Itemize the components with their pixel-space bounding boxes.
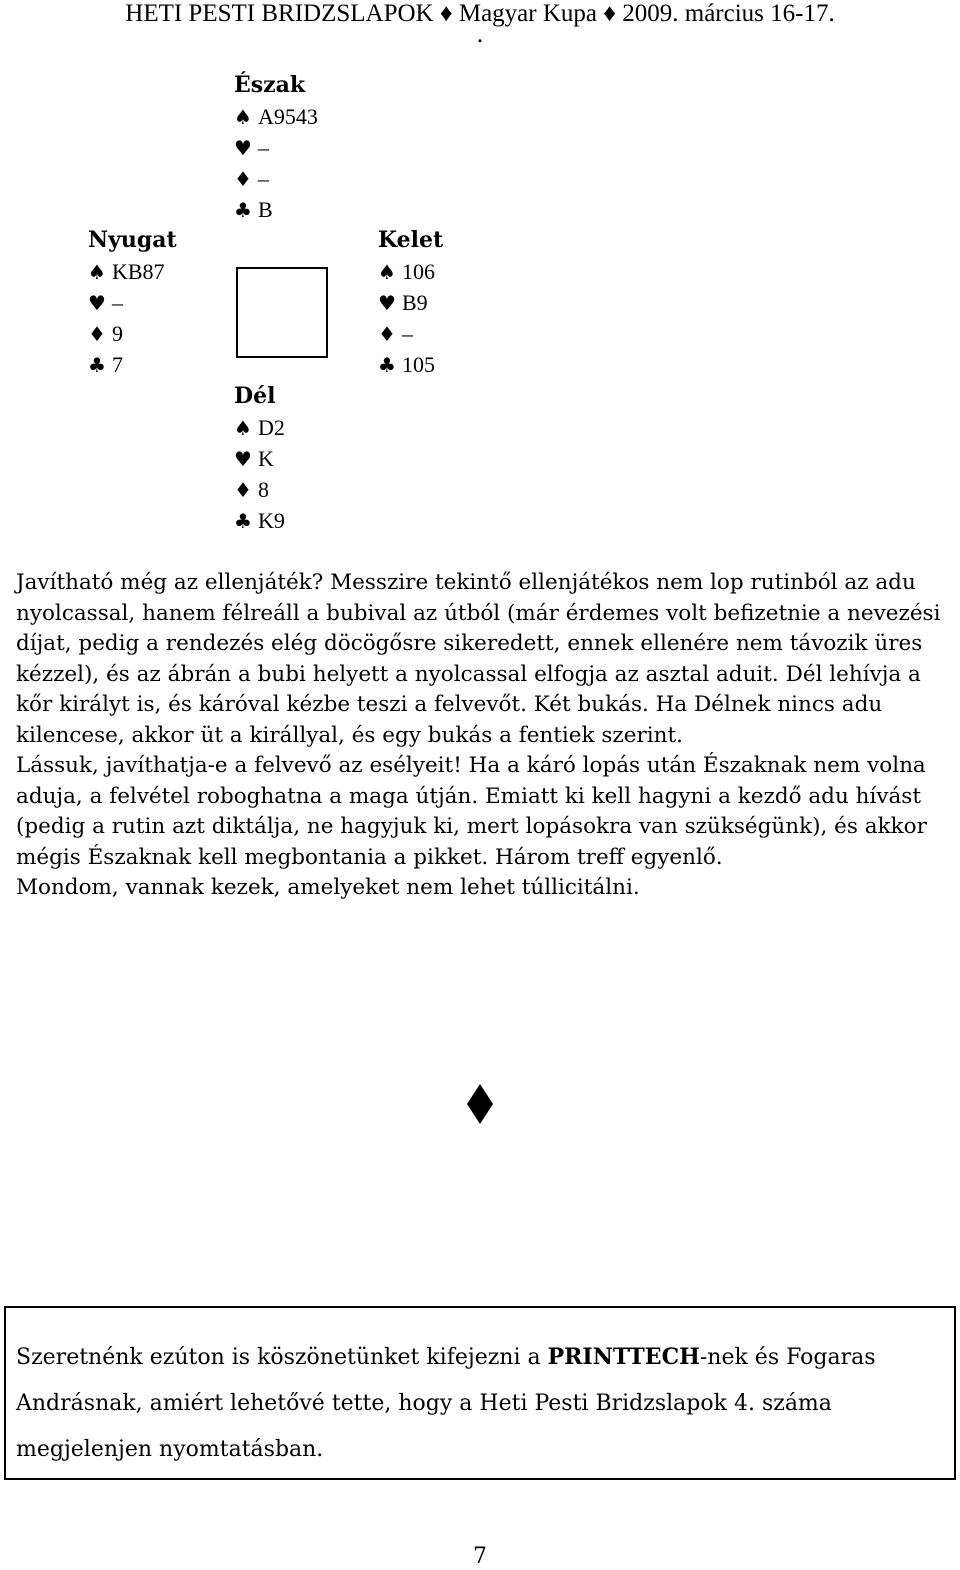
east-hearts: B9 xyxy=(402,290,428,315)
article-paragraph-3: Mondom, vannak kezek, amelyeket nem lehet túllicitálni. xyxy=(16,875,640,900)
east-diamonds: – xyxy=(402,321,413,346)
west-hand xyxy=(88,225,177,380)
south-clubs: K9 xyxy=(258,508,285,533)
east-clubs: 105 xyxy=(402,352,435,377)
west-hearts: – xyxy=(112,290,123,315)
spade-icon: ♠ xyxy=(378,260,396,284)
sponsor-name: PRINTTECH xyxy=(547,1344,700,1370)
article-paragraph-1: Javítható még az ellenjáték? Messzire tekintő ellenjátékos nem lop rutinból az adu nyolcassal, hanem félreáll a bubival az útból (már érdemes volt befizetnie a nevezési díjat, pedig a rendezés elég döcögősre sikeredett, ennek ellenére nem távozik üres kézzel), és az ábrán a bubi helyett a nyolcassal elfogja az asztal aduit. Dél lehívja a kőr királyt is, és káróval kézbe teszi a felvevőt. Két bukás. Ha Délnek nincs adu kilencese, akkor üt a királlyal, és egy bukás a fentiek szerint. xyxy=(16,570,941,748)
east-spades: 106 xyxy=(402,259,435,284)
article-body xyxy=(16,568,946,904)
spade-icon: ♠ xyxy=(234,105,252,129)
spade-icon: ♠ xyxy=(234,416,252,440)
heart-icon: ♥ xyxy=(234,136,252,160)
bridge-table-box xyxy=(236,267,328,358)
header-title: HETI PESTI BRIDZSLAPOK ♦ Magyar Kupa ♦ 2009. március 16-17. xyxy=(125,0,835,27)
thanks-box xyxy=(4,1306,956,1480)
diamond-ornament-icon xyxy=(466,1084,494,1124)
page-header xyxy=(0,0,960,48)
thanks-text-end: -nek és Fogaras Andrásnak, amiért lehetővé tette, hogy a Heti Pesti Bridzslapok 4. száma megjelenjen nyomtatásban. xyxy=(16,1345,876,1462)
south-spades: D2 xyxy=(258,415,285,440)
north-diamonds: – xyxy=(258,166,269,191)
north-hearts: – xyxy=(258,135,269,160)
west-label: Nyugat xyxy=(88,227,177,253)
heart-icon: ♥ xyxy=(378,291,396,315)
west-spades: KB87 xyxy=(112,259,165,284)
diamond-icon: ♦ xyxy=(378,322,396,346)
diamond-icon: ♦ xyxy=(88,322,106,346)
heart-icon: ♥ xyxy=(88,291,106,315)
heart-icon: ♥ xyxy=(234,447,252,471)
thanks-text-start: Szeretnénk ezúton is köszönetünket kifejezni a xyxy=(16,1345,548,1370)
diamond-icon: ♦ xyxy=(234,478,252,502)
south-hearts: K xyxy=(258,446,274,471)
north-clubs: B xyxy=(258,197,273,222)
page-number: 7 xyxy=(473,1544,487,1569)
club-icon: ♣ xyxy=(234,198,252,222)
north-spades: A9543 xyxy=(258,104,318,129)
west-clubs: 7 xyxy=(112,352,123,377)
south-diamonds: 8 xyxy=(258,477,269,502)
east-label: Kelet xyxy=(378,227,444,253)
north-label: Észak xyxy=(234,72,306,98)
west-diamonds: 9 xyxy=(112,321,123,346)
spade-icon: ♠ xyxy=(88,260,106,284)
header-dot: . xyxy=(476,21,484,48)
article-paragraph-2: Lássuk, javíthatja-e a felvevő az esélyeit! Ha a káró lopás után Északnak nem volna aduja, a felvétel roboghatna a maga útján. Emiatt ki kell hagyni a kezdő adu hívást (pedig a rutin azt diktálja, ne hagyjuk ki, mert lopásokra van szükségünk), és akkor mégis Északnak kell megbontania a pikket. Három treff egyenlő. xyxy=(16,753,927,870)
club-icon: ♣ xyxy=(378,353,396,377)
north-hand xyxy=(234,70,318,225)
club-icon: ♣ xyxy=(234,509,252,533)
south-label: Dél xyxy=(234,383,276,409)
club-icon: ♣ xyxy=(88,353,106,377)
east-hand xyxy=(378,225,443,380)
south-hand xyxy=(234,381,285,536)
diamond-icon: ♦ xyxy=(234,167,252,191)
